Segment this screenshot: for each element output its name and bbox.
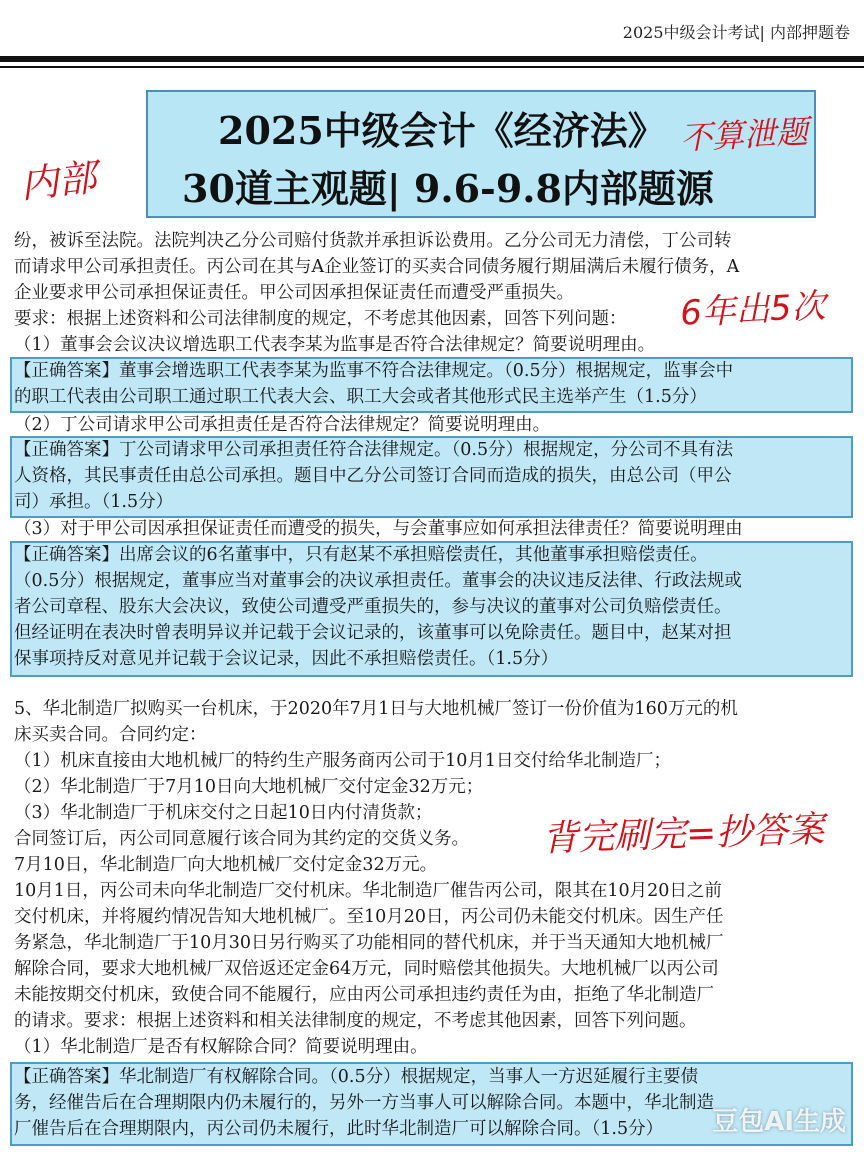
- answer-line: 【正确答案】华北制造厂有权解除合同。（0.5分）根据规定，当事人一方迟延履行主要债: [14, 1067, 699, 1087]
- case-line: 的请求。要求：根据上述资料和相关法律制度的规定，不考虑其他因素，回答下列问题。: [14, 1011, 697, 1031]
- answer-line: 务，经催告后在合理期限内仍未履行的，另外一方当事人可以解除合同。本题中，华北制造: [14, 1093, 714, 1113]
- case-line: 交付机床，并将履约情况告知大地机械厂。至10月20日，丙公司仍未能交付机床。因生产任: [14, 907, 724, 927]
- case-line: 务紧急，华北制造厂于10月30日另行购买了功能相同的替代机床，并于当天通知大地机械厂: [14, 933, 724, 953]
- case-question-1: （1）华北制造厂是否有权解除合同？简要说明理由。: [14, 1037, 428, 1057]
- case-line: 未能按期交付机床，致使合同不能履行，应由丙公司承担违约责任为由，拒绝了华北制造厂: [14, 985, 714, 1005]
- case-line: 5、华北制造厂拟购买一台机床，于2020年7月1日与大地机械厂签订一份价值为160万元的机: [14, 699, 738, 719]
- header-title: 2025中级会计考试| 内部押题卷: [622, 23, 850, 42]
- answer-line: 者公司章程、股东大会决议，致使公司遭受严重损失的，参与决议的董事对公司负赔偿责任。: [14, 597, 732, 617]
- handwritten-note-six-years: 6年出5次: [679, 286, 827, 334]
- question-1: （1）董事会会议决议增选职工代表李某为监事是否符合法律规定？简要说明理由。: [14, 335, 656, 355]
- page-title: 2025中级会计《经济法》: [218, 108, 666, 153]
- answer-line: 保事项持反对意见并记载于会议记录，因此不承担赔偿责任。（1.5分）: [14, 649, 559, 669]
- watermark: 豆包AI生成: [712, 1107, 846, 1137]
- case-line: 10月1日，丙公司未向华北制造厂交付机床。华北制造厂催告丙公司，限其在10月20日之前: [14, 881, 722, 901]
- answer-line: 【正确答案】董事会增选职工代表李某为监事不符合法律规定。（0.5分）根据规定，监事会中: [14, 361, 734, 381]
- body-line: 而请求甲公司承担责任。丙公司在其与A企业签订的买卖合同债务履行期届满后未履行债务，A: [14, 257, 740, 277]
- answer-line: 厂催告后在合理期限内，丙公司仍未履行，此时华北制造厂可以解除合同。（1.5分）: [14, 1119, 664, 1139]
- answer-line: 的职工代表由公司职工通过职工代表大会、职工大会或者其他形式民主选举产生（1.5分）: [14, 387, 707, 407]
- body-line: 企业要求甲公司承担保证责任。甲公司因承担保证责任而遭受严重损失。: [14, 283, 574, 303]
- page-subtitle: 30道主观题| 9.6-9.8内部题源: [182, 166, 714, 211]
- handwritten-note-not-leak: 不算泄题: [679, 112, 810, 158]
- answer-line: 【正确答案】出席会议的6名董事中，只有赵某不承担赔偿责任，其他董事承担赔偿责任。: [14, 545, 708, 565]
- body-line: 纷，被诉至法院。法院判决乙分公司赔付货款并承担诉讼费用。乙分公司无力清偿，丁公司转: [14, 231, 732, 251]
- handwritten-note-memorize: 背完刷完=抄答案: [541, 809, 825, 860]
- question-2: （2）丁公司请求甲公司承担责任是否符合法律规定？简要说明理由。: [14, 415, 551, 435]
- case-line: 合同签订后，丙公司同意履行该合同为其约定的交货义务。: [14, 829, 469, 849]
- case-line: （1）机床直接由大地机械厂的特约生产服务商丙公司于10月1日交付给华北制造厂；: [14, 751, 672, 771]
- answer-line: （0.5分）根据规定，董事应当对董事会的决议承担责任。董事会的决议违反法律、行政法规或: [14, 571, 742, 591]
- case-line: 7月10日，华北制造厂向大地机械厂交付定金32万元。: [14, 855, 438, 875]
- answer-line: 人资格，其民事责任由总公司承担。题目中乙分公司签订合同而造成的损失，由总公司（甲公: [14, 466, 732, 486]
- case-line: 床买卖合同。合同约定：: [14, 725, 207, 745]
- header-rule-thick: [0, 56, 864, 62]
- answer-line: 但经证明在表决时曾表明异议并记载于会议记录的，该董事可以免除责任。题目中，赵某对担: [14, 623, 732, 643]
- body-line: 要求：根据上述资料和公司法律制度的规定，不考虑其他因素，回答下列问题：: [14, 309, 627, 329]
- handwritten-note-neibu: 内部: [18, 155, 99, 207]
- answer-line: 司）承担。（1.5分）: [14, 492, 174, 512]
- answer-line: 【正确答案】丁公司请求甲公司承担责任符合法律规定。（0.5分）根据规定，分公司不具有法: [14, 440, 734, 460]
- question-3: （3）对于甲公司因承担保证责任而遭受的损失，与会董事应如何承担法律责任？简要说明理由: [14, 519, 743, 539]
- header-rule-thin: [0, 66, 864, 68]
- case-line: 解除合同，要求大地机械厂双倍返还定金64万元，同时赔偿其他损失。大地机械厂以丙公司: [14, 959, 719, 979]
- case-line: （2）华北制造厂于7月10日向大地机械厂交付定金32万元；: [14, 777, 484, 797]
- case-line: （3）华北制造厂于机床交付之日起10日内付清货款；: [14, 803, 433, 823]
